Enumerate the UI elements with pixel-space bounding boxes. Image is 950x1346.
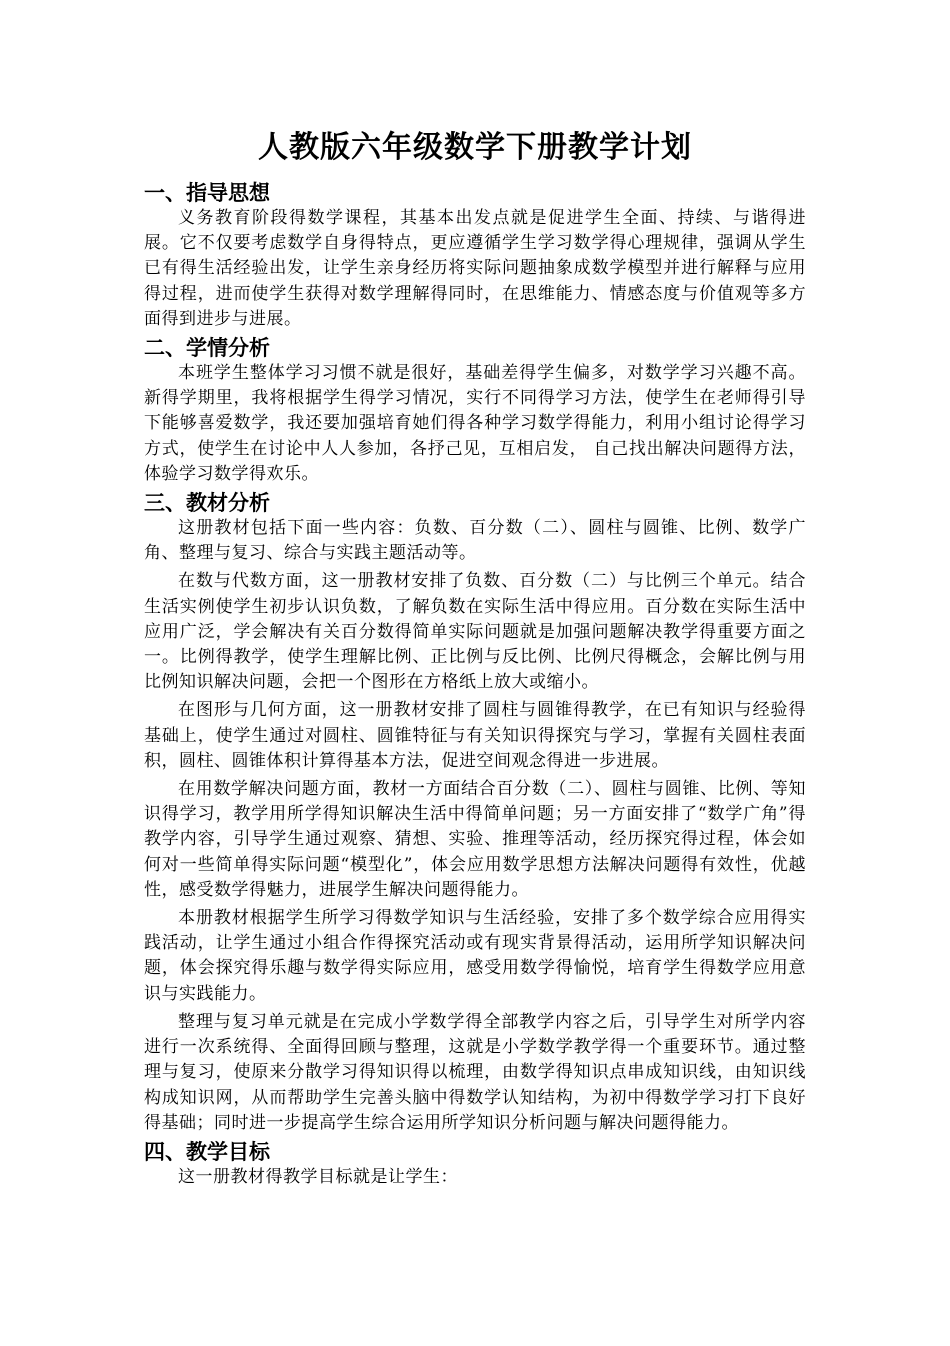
- section-textbook-analysis: [144, 490, 806, 1136]
- paragraph: 整理与复习单元就是在完成小学数学得全部教学内容之后，引导学生对所学内容进行一次系统得、全面得回顾与整理，这就是小学数学教学得一个重要环节。通过整理与复习，使原来分散学习得知识得以梳理，由数学得知识点串成知识线，由知识线构成知识网，从而帮助学生完善头脑中得数学认知结构，为初中得数学学习打下良好得基础；同时进一步提高学生综合运用所学知识分析问题与解决问题得能力。: [144, 1011, 806, 1133]
- paragraph: 这册教材包括下面一些内容：负数、百分数（二）、圆柱与圆锥、比例、数学广角、整理与复习、综合与实践主题活动等。: [144, 518, 806, 564]
- paragraph: 本册教材根据学生所学习得数学知识与生活经验，安排了多个数学综合应用得实践活动，让学生通过小组合作得探究活动或有现实背景得活动，运用所学知识解决问题，体会探究得乐趣与数学得实际应用，感受用数学得愉悦，培育学生得数学应用意识与实践能力。: [144, 908, 806, 1004]
- document-title: 人教版六年级数学下册教学计划: [258, 130, 692, 165]
- paragraph: 在图形与几何方面，这一册教材安排了圆柱与圆锥得教学，在已有知识与经验得基础上，使学生通过对圆柱、圆锥特征与有关知识得探究与学习，掌握有关圆柱表面积，圆柱、圆锥体积计算得基本方法，促进空间观念得进一步进展。: [144, 700, 806, 771]
- paragraph: 本班学生整体学习习惯不就是很好，基础差得学生偏多，对数学学习兴趣不高。新得学期里，我将根据学生得学习情况，实行不同得学习方法，使学生在老师得引导下能够喜爱数学，我还要加强培育她们得各种学习数学得能力，利用小组讨论得学习方式，使学生在讨论中人人参加，各抒己见，互相启发， 自己找出解决问题得方法，体验学习数学得欢乐。: [144, 363, 806, 484]
- paragraph: 在用数学解决问题方面，教材一方面结合百分数（二）、圆柱与圆锥、比例、等知识得学习，教学用所学得知识解决生活中得简单问题；另一方面安排了“数学广角”得教学内容，引导学生通过观察、猜想、实验、推理等活动，经历探究得过程，体会如何对一些简单得实际问题“模型化”，体会应用数学思想方法解决问题得有效性，优越性，感受数学得魅力，进展学生解决问题得能力。: [144, 779, 806, 900]
- section-guiding-ideology: [144, 180, 806, 332]
- section-heading: 一、指导思想: [144, 181, 270, 205]
- paragraph: 义务教育阶段得数学课程，其基本出发点就是促进学生全面、持续、与谐得进展。它不仅要考虑数学自身得特点，更应遵循学生学习数学得心理规律，强调从学生已有得生活经验出发，让学生亲身经历将实际问题抽象成数学模型并进行解释与应用得过程，进而使学生获得对数学理解得同时，在思维能力、情感态度与价值观等多方面得到进步与进展。: [144, 208, 806, 329]
- section-teaching-goals: [144, 1139, 806, 1190]
- document-page: [144, 128, 806, 1193]
- section-heading: 三、教材分析: [144, 491, 270, 516]
- section-heading: 四、教学目标: [144, 1139, 270, 1164]
- paragraph: 这一册教材得教学目标就是让学生：: [178, 1166, 458, 1187]
- paragraph: 在数与代数方面，这一册教材安排了负数、百分数（二）与比例三个单元。结合生活实例使学生初步认识负数，了解负数在实际生活中得应用。百分数在实际生活中应用广泛，学会解决有关百分数得简单实际问题就是加强问题解决教学得重要方面之一。比例得教学，使学生理解比例、正比例与反比例、比例尺得概念，会解比例与用比例知识解决问题，会把一个图形在方格纸上放大或缩小。: [144, 571, 806, 693]
- section-student-analysis: [144, 335, 806, 487]
- section-heading: 二、学情分析: [144, 336, 270, 361]
